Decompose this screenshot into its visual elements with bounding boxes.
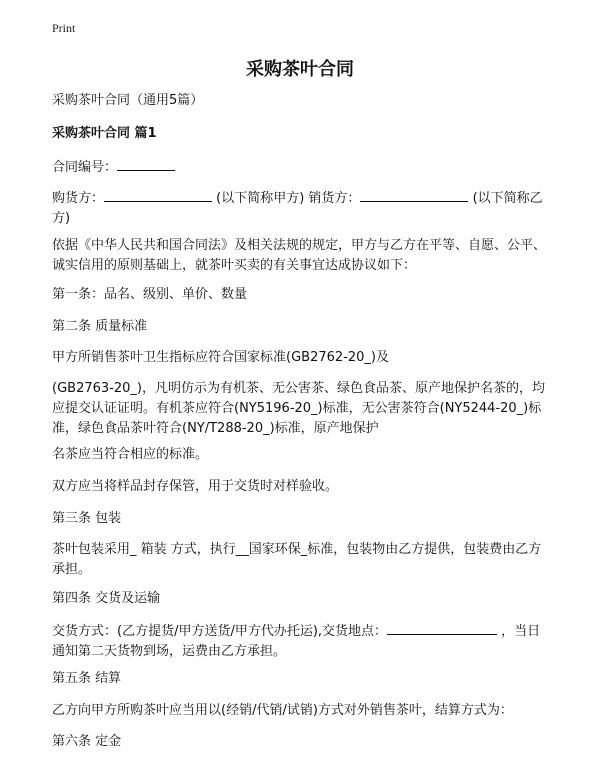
clause-5-body: 乙方向甲方所购茶叶应当用以(经销/代销/试销)方式对外销售茶叶，结算方式为： [52,703,513,718]
clause-4-heading: 第四条 交货及运输 [52,591,161,606]
clause-2-paragraph-4: 双方应当将样品封存保管，用于交货时对样验收。 [52,479,339,494]
clause-2-paragraph-3: 名茶应当符合相应的标准。 [52,447,209,462]
clause-2-paragraph-2: (GB2763-20_)，凡明仿示为有机茶、无公害茶、绿色食品茶、原产地保护名茶的，均应提交认证证明。有机茶应符合(NY5196-20_)标准，无公害茶符合(NY5244-20_)标准，绿色食品茶叶符合(NY/T288-20_)标准，原产地保护 [52,381,545,436]
clause-4-body-post: ，当日通知第二天货物到场，运费由乙方承担。 [52,624,541,659]
clause-4-body [52,620,552,662]
document-subtitle: 采购茶叶合同（通用5篇） [52,93,204,108]
clause-1-heading: 第一条：品名、级别、单价、数量 [52,287,248,302]
buyer-suffix: (以下简称甲方) 销货方： [212,191,361,206]
clause-2-paragraph-1: 甲方所销售茶叶卫生指标应符合国家标准(GB2762-20_)及 [52,350,389,365]
clause-3-body: 茶叶包装采用_ 箱装 方式，执行__国家环保_标准，包装物由乙方提供，包装费由乙方承担。 [52,542,542,577]
clause-2-heading: 第二条 质量标准 [52,319,148,334]
clause-5-heading: 第五条 结算 [52,671,122,686]
print-link[interactable]: Print [52,21,76,35]
buyer-label: 购货方： [52,191,105,206]
seller-suffix: (以下简称乙方) [52,191,543,226]
seller-blank [360,187,468,202]
contract-number-label: 合同编号： [52,160,118,175]
clause-3-heading: 第三条 包装 [52,511,122,526]
clause-4-body-pre: 交货方式：(乙方提货/甲方送货/甲方代办托运),交货地点： [52,624,388,639]
contract-number-line [52,156,552,178]
preamble-paragraph: 依据《中华人民共和国合同法》及相关法规的规定，甲方与乙方在平等、自愿、公平、诚实信用的原则基础上，就茶叶买卖的有关事宜达成协议如下： [52,238,547,273]
document-title: 采购茶叶合同 [246,59,354,80]
contract-number-blank [117,156,175,171]
delivery-location-blank [387,620,497,635]
clause-6-heading: 第六条 定金 [52,734,122,749]
buyer-blank [104,187,212,202]
parties-line [52,187,552,229]
section-heading: 采购茶叶合同 篇1 [52,126,157,141]
